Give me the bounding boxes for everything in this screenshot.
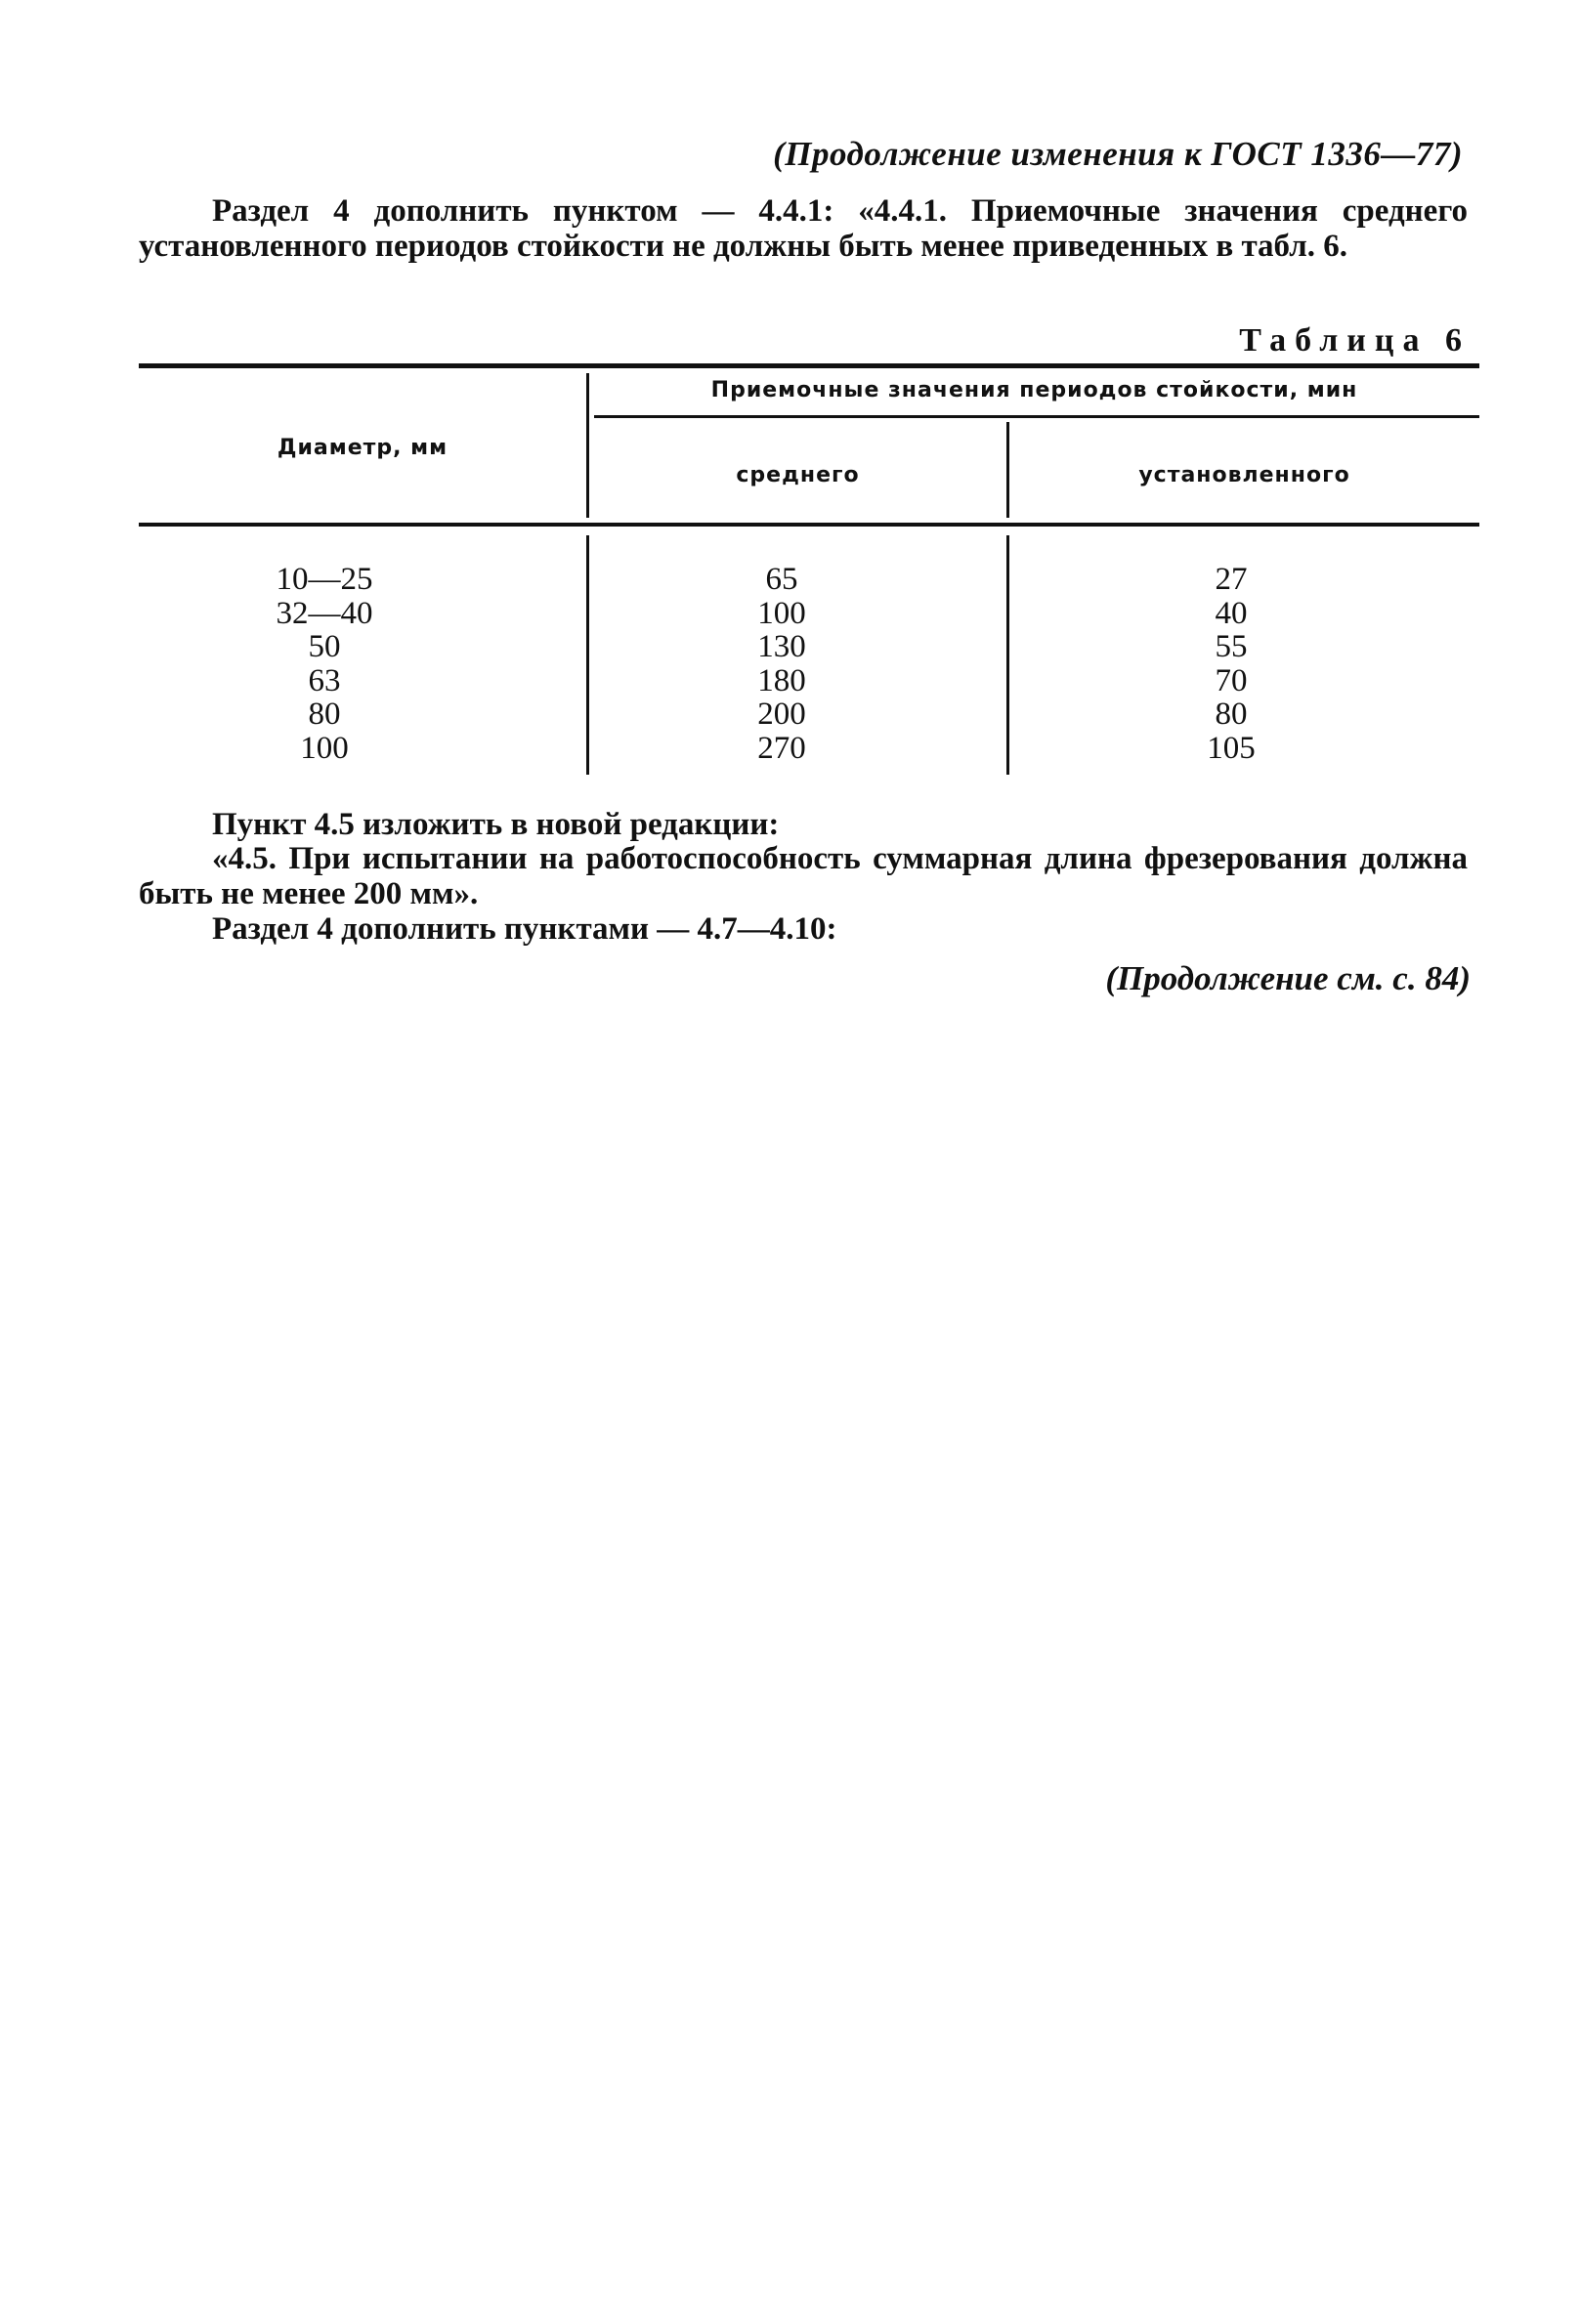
table-cell: 200 xyxy=(757,697,806,733)
header-bottom-rule xyxy=(139,523,1479,527)
header-set: установленного xyxy=(1138,463,1350,487)
table-cell: 130 xyxy=(757,629,806,665)
table-cell: 70 xyxy=(1215,662,1248,698)
table-cell: 63 xyxy=(308,662,341,698)
table-top-rule xyxy=(139,363,1479,368)
table-cell: 55 xyxy=(1215,629,1248,665)
intro-paragraph: Раздел 4 дополнить пунктом — 4.4.1: «4.4.1. Приемочные значения среднего установленного периодов стойкости не должны быть менее приведенных в табл. 6. xyxy=(139,193,1468,264)
table-cell: 105 xyxy=(1207,730,1256,766)
item-4-7-paragraph: Раздел 4 дополнить пунктами — 4.7—4.10: xyxy=(212,911,837,947)
sub-header-rule xyxy=(594,415,1479,418)
column-diameter xyxy=(256,563,393,766)
table-cell: 65 xyxy=(765,562,798,597)
item-4-5-text: «4.5. При испытании на работоспособность суммарная длина фрезерования должна быть не менее 200 мм». xyxy=(139,841,1468,911)
table-cell: 80 xyxy=(308,697,341,733)
table-caption: Таблица 6 xyxy=(1239,322,1471,359)
table-cell: 10—25 xyxy=(276,562,373,597)
header-mean: среднего xyxy=(736,463,860,487)
table-cell: 27 xyxy=(1215,562,1248,597)
continuation-header: (Продолжение изменения к ГОСТ 1336—77) xyxy=(773,135,1463,173)
body-divider-2 xyxy=(1006,535,1009,775)
column-set xyxy=(1163,563,1300,766)
table-cell: 180 xyxy=(757,662,806,698)
table-cell: 80 xyxy=(1215,697,1248,733)
header-diameter: Диаметр, мм xyxy=(277,436,448,460)
item-4-5-title: Пункт 4.5 изложить в новой редакции: xyxy=(212,807,780,842)
continuation-footer: (Продолжение см. с. 84) xyxy=(1105,959,1471,997)
table-cell: 50 xyxy=(308,629,341,665)
table-cell: 100 xyxy=(300,730,349,766)
body-divider-1 xyxy=(586,535,589,775)
column-mean xyxy=(713,563,850,766)
table-cell: 270 xyxy=(757,730,806,766)
table-cell: 32—40 xyxy=(276,595,373,631)
header-acceptance-values: Приемочные значения периодов стойкости, мин xyxy=(710,378,1358,402)
table-cell: 100 xyxy=(757,595,806,631)
table-cell: 40 xyxy=(1215,595,1248,631)
